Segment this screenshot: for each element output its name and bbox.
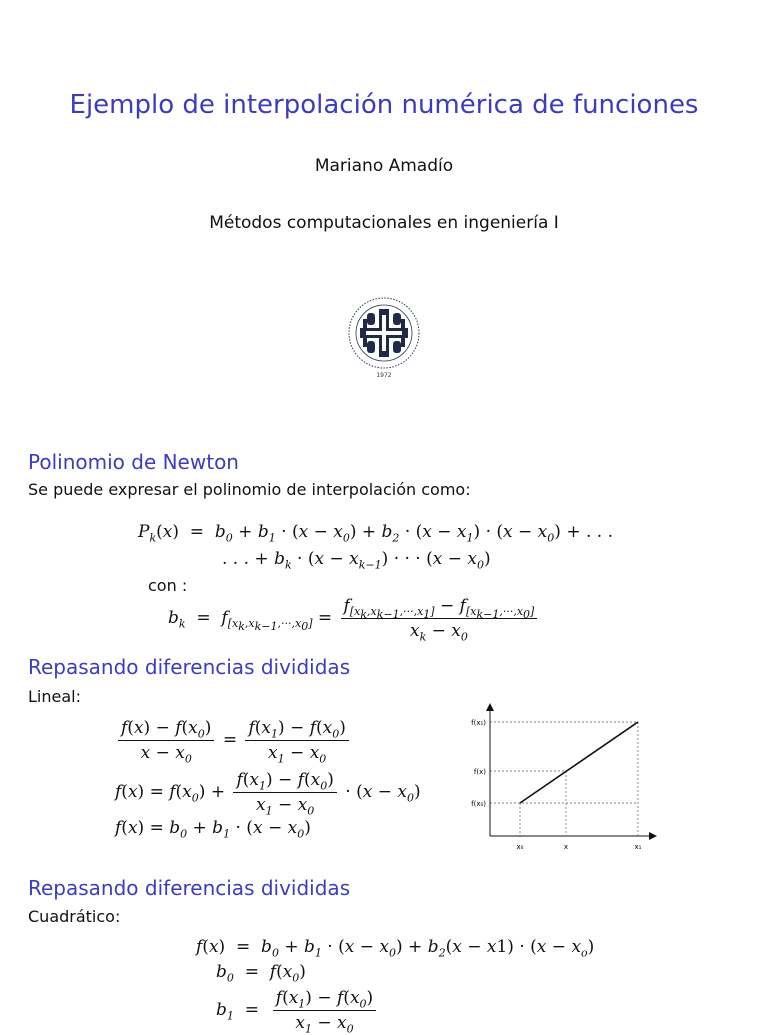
linear-eq2: $f(x) = f(x_0)$ + $\frac{f(x_1) - f(x_0)}{x_1 - x_0}$ · $(x - x_0)$ xyxy=(115,770,421,818)
linear-label: Lineal: xyxy=(28,687,81,706)
y-label-fx1: f(x₁) xyxy=(471,719,486,727)
quadratic-eq3: $b_1$ = $\frac{f(x_1) - f(x_0)}{x_1 - x_0}$ xyxy=(216,988,379,1033)
x-label-x: x xyxy=(563,843,569,851)
linear-interpolation-graph xyxy=(460,698,665,858)
y-label-fx0: f(x₀) xyxy=(471,800,486,808)
x-label-x1: x₁ xyxy=(634,843,642,851)
section-heading-newton: Polinomio de Newton xyxy=(28,450,239,474)
section-heading-linear: Repasando diferencias divididas xyxy=(28,655,351,679)
newton-polynomial-line1: $P_k(x) = b_0 + b_1 \cdot (x - x_0) + b_2 \cdot (x - x_1) \cdot (x - x_0)$ + . . . xyxy=(138,522,613,545)
course-name: Métodos computacionales en ingeniería I xyxy=(209,213,559,233)
page-title: Ejemplo de interpolación numérica de funciones xyxy=(69,90,699,120)
y-label-fx: f(x) xyxy=(473,768,486,776)
con-label: con : xyxy=(148,576,188,595)
linear-eq3: $f(x) = b_0 + b_1 \cdot (x - x_0)$ xyxy=(115,818,311,841)
bk-definition: $b_k = f_{[x_k,x_{k-1},\cdot\cdot\cdot,x_0]}$ = $\frac{f_{[x_k,x_{k-1},\cdot\cdot\cdot,x_1]} - f_{[x_{k-1},\cdot\cdot\cdot,x_0]}}{x_k - x_0}$ xyxy=(168,596,540,641)
interpolation-line xyxy=(520,722,638,803)
y-axis-arrow xyxy=(486,703,494,711)
section-heading-quadratic: Repasando diferencias divididas xyxy=(28,876,351,900)
quadratic-eq2: $b_0 = f(x_0)$ xyxy=(216,962,306,985)
author-name: Mariano Amadío xyxy=(314,156,454,176)
logo-year: 1972 xyxy=(376,372,392,379)
newton-intro-text: Se puede expresar el polinomio de interpolación como: xyxy=(28,480,471,499)
linear-eq1: $\frac{f(x) - f(x_0)}{x - x_0}$ = $\frac{f(x_1) - f(x_0)}{x_1 - x_0}$ xyxy=(115,718,352,763)
quadratic-label: Cuadrático: xyxy=(28,907,121,926)
x-label-x0: x₀ xyxy=(516,843,524,851)
x-axis-arrow xyxy=(649,832,657,840)
quadratic-eq1: $f(x) = b_0 + b_1 \cdot (x - x_0) + b_2(x - x1) \cdot (x - x_o)$ xyxy=(196,937,595,960)
newton-polynomial-line2: . . . + $b_k \cdot (x - x_{k-1})$ · · · $(x - x_0)$ xyxy=(222,549,491,572)
university-seal-logo xyxy=(339,293,429,383)
